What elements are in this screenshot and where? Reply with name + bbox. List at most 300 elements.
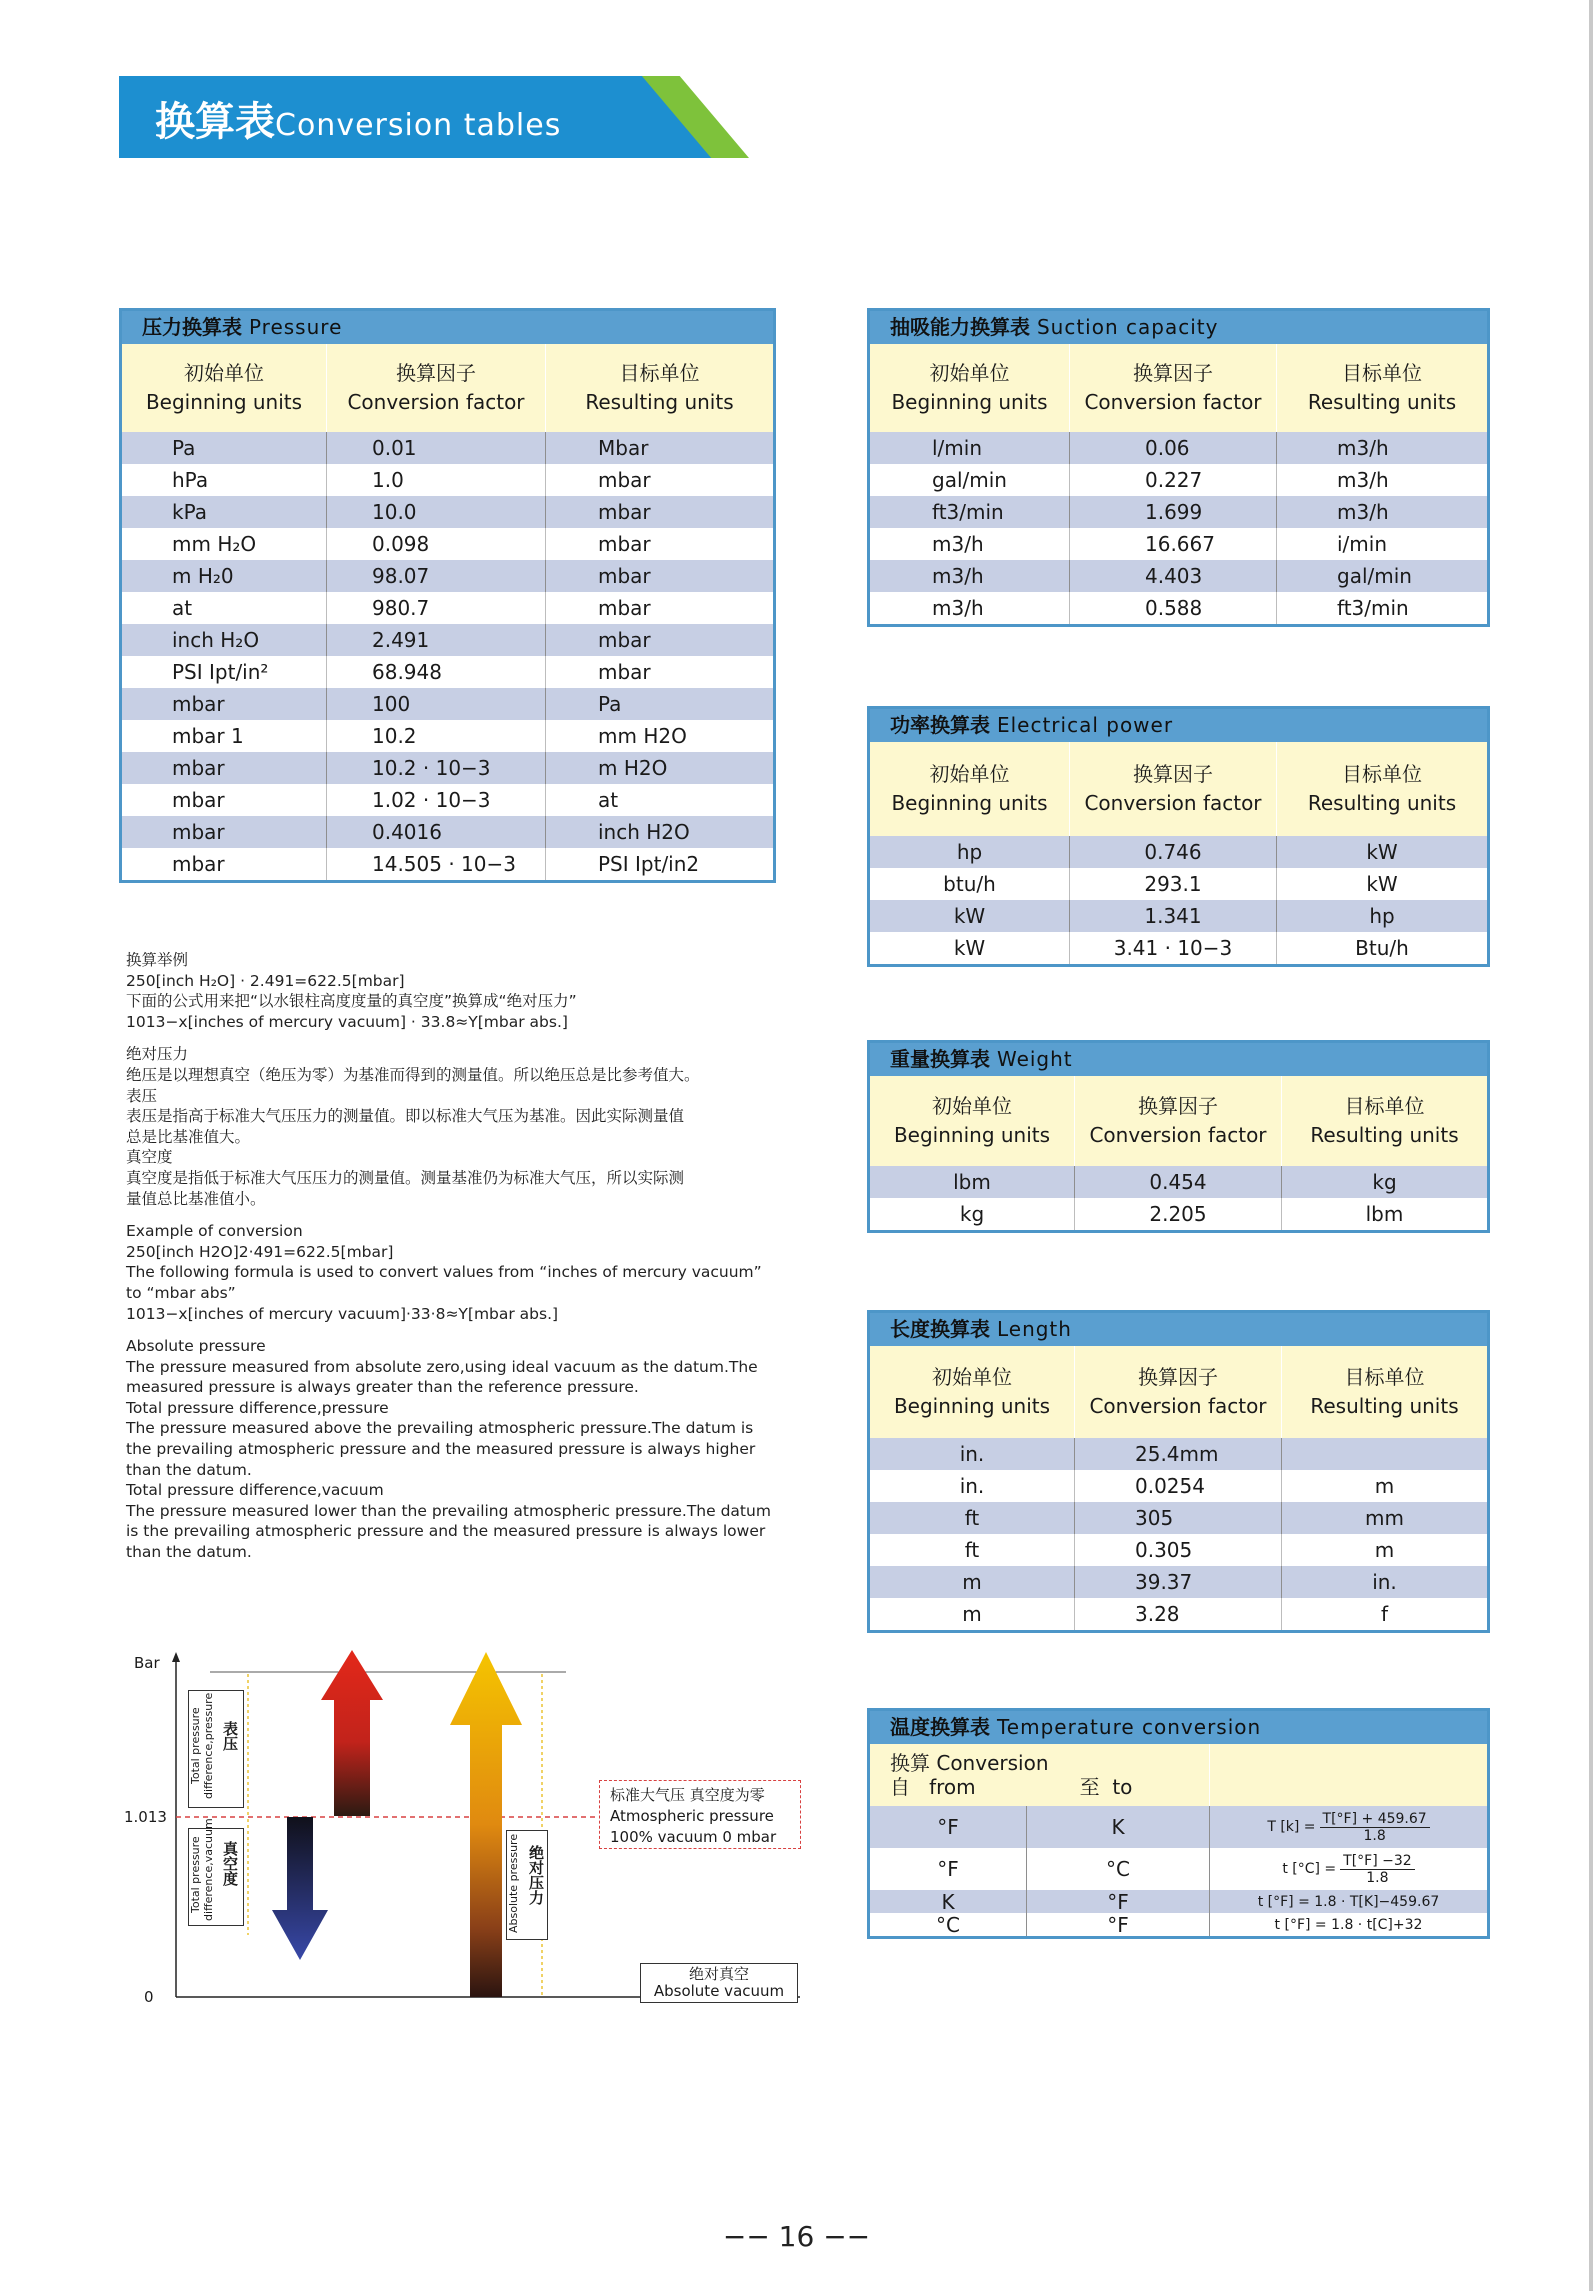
- cell-factor: 98.07: [327, 560, 546, 592]
- header-en: Beginning units: [893, 1394, 1051, 1418]
- table-body: [870, 1438, 1487, 1630]
- page-title-en: Conversion tables: [275, 108, 562, 143]
- table-row: [870, 432, 1487, 464]
- cell-factor: 39.37: [1075, 1566, 1282, 1598]
- cell-resulting: kW: [1366, 872, 1398, 896]
- header-cn: 目标单位: [1342, 762, 1422, 786]
- cell-beginning: gal/min: [870, 464, 1070, 496]
- header-conversion-label: [890, 1751, 1049, 1775]
- table-title: [870, 1711, 1487, 1744]
- text-line: Total pressure difference,pressure: [126, 1398, 389, 1417]
- cell-resulting: mm: [1365, 1506, 1404, 1530]
- table-row: [870, 1890, 1487, 1913]
- text-line: 1013−x[inches of mercury vacuum] · 33.8≈Y[mbar abs.]: [126, 1012, 568, 1031]
- cell-beginning: ft3/min: [870, 496, 1070, 528]
- header-cn: 目标单位: [619, 361, 700, 385]
- formula-numerator: T[°F] + 459.67: [1320, 1811, 1430, 1828]
- header-cn: 目标单位: [1344, 1094, 1425, 1118]
- cell-beginning: in.: [870, 1470, 1075, 1502]
- cell-beginning: mbar: [122, 816, 327, 848]
- cell-resulting: mbar: [598, 660, 651, 684]
- cell-factor: 14.505 · 10−3: [327, 848, 546, 880]
- cell-formula: [1210, 1890, 1487, 1913]
- cell-factor: 2.205: [1075, 1198, 1282, 1230]
- table-title-cn: 重量换算表: [890, 1047, 990, 1071]
- header-conversion: [870, 1744, 1210, 1806]
- cell-resulting: hp: [1369, 904, 1395, 928]
- cell-beginning: mm H₂O: [122, 528, 327, 560]
- pressure-table: [119, 308, 776, 883]
- table-body: [870, 1806, 1487, 1936]
- table-row: [870, 900, 1487, 932]
- table-row: [870, 464, 1487, 496]
- cell-formula: [1210, 1806, 1487, 1848]
- header-to-cn: 至: [1079, 1775, 1100, 1799]
- formula-lhs: t [°C] =: [1282, 1861, 1337, 1877]
- text-line: 真空度是指低于标准大气压压力的测量值。测量基准仍为标准大气压，所以实际测: [126, 1168, 685, 1187]
- cell-beginning: mbar: [122, 784, 327, 816]
- header-cn: 初始单位: [184, 361, 264, 385]
- header-en: Resulting units: [1307, 390, 1457, 414]
- cell-factor: 25.4mm: [1075, 1438, 1282, 1470]
- table-title-cn: 长度换算表: [890, 1317, 990, 1341]
- y-tick-1013: 1.013: [124, 1808, 167, 1826]
- text-line: Total pressure difference,vacuum: [126, 1481, 384, 1500]
- table-body: [870, 432, 1487, 624]
- gauge-pressure-label-cn: 表压: [221, 1721, 239, 1751]
- cell-factor: 293.1: [1070, 868, 1277, 900]
- vacuum-label: [188, 1818, 244, 1926]
- cell-resulting: m: [1374, 1538, 1395, 1562]
- table-row: [122, 784, 773, 816]
- table-row: [122, 592, 773, 624]
- table-row: [870, 1913, 1487, 1936]
- cell-resulting: in.: [1372, 1570, 1397, 1594]
- table-title: [122, 311, 773, 344]
- header-from-to: [890, 1775, 1132, 1799]
- table-row: [870, 1470, 1487, 1502]
- cell-beginning: mbar 1: [122, 720, 327, 752]
- cell-resulting: mm H2O: [598, 724, 687, 748]
- cell-from: °F: [870, 1848, 1027, 1890]
- table-row: [122, 816, 773, 848]
- cell-factor: 1.0: [327, 464, 546, 496]
- table-row: [122, 688, 773, 720]
- vacuum-label-en: Total pressure difference,vacuum: [189, 1818, 215, 1921]
- table-row: [122, 528, 773, 560]
- table-title-en: Suction capacity: [1036, 315, 1219, 339]
- cell-resulting: mbar: [598, 596, 651, 620]
- cell-beginning: m: [870, 1566, 1075, 1598]
- table-row: [870, 1166, 1487, 1198]
- text-line: 换算举例: [126, 951, 189, 969]
- formula-text: t [°F] = 1.8 · T[K]−459.67: [1257, 1893, 1440, 1910]
- header-beginning-units: [870, 1346, 1075, 1438]
- cell-resulting: at: [598, 788, 619, 812]
- absolute-vacuum-callout-cn: 绝对真空: [688, 1965, 749, 1983]
- cell-resulting: inch H2O: [598, 820, 690, 844]
- table-row: [870, 1566, 1487, 1598]
- cell-factor: 3.28: [1075, 1598, 1282, 1630]
- header-en: Conversion factor: [1089, 1123, 1267, 1147]
- cell-beginning: m3/h: [870, 592, 1070, 624]
- cell-resulting: Btu/h: [1355, 936, 1409, 960]
- cell-beginning: ft: [870, 1534, 1075, 1566]
- y-axis-arrowhead: [172, 1652, 180, 1662]
- cell-beginning: inch H₂O: [122, 624, 327, 656]
- spacer: [126, 1032, 786, 1044]
- cell-beginning: in.: [870, 1438, 1075, 1470]
- formula-numerator: T[°F] −32: [1340, 1853, 1415, 1870]
- cell-factor: 0.06: [1070, 432, 1277, 464]
- header-resulting-units: [1282, 1346, 1487, 1438]
- cell-resulting: f: [1380, 1602, 1389, 1626]
- header-from-cn: 自: [890, 1775, 910, 1799]
- cell-resulting: i/min: [1337, 532, 1388, 556]
- cell-factor: 10.0: [327, 496, 546, 528]
- pressure-definitions-en: [126, 1336, 786, 1563]
- cell-from: °C: [870, 1913, 1027, 1936]
- cell-resulting: mbar: [598, 564, 651, 588]
- example-en: [126, 1221, 786, 1324]
- cell-factor: 4.403: [1070, 560, 1277, 592]
- header-cn: 换算因子: [1133, 762, 1213, 786]
- table-title-en: Length: [996, 1317, 1072, 1341]
- text-line: Absolute pressure: [126, 1337, 266, 1356]
- cell-beginning: lbm: [870, 1166, 1075, 1198]
- cell-to: K: [1027, 1806, 1210, 1848]
- absolute-pressure-arrow: [450, 1652, 522, 1997]
- text-line: measured pressure is always greater than the reference pressure.: [126, 1378, 639, 1397]
- text-line: 绝压是以理想真空（绝压为零）为基准而得到的测量值。所以绝压总是比参考值大。: [126, 1065, 700, 1084]
- cell-factor: 0.305: [1075, 1534, 1282, 1566]
- text-line: 表压: [126, 1086, 158, 1105]
- table-title-cn: 压力换算表: [142, 315, 242, 339]
- header-conversion-factor: [1075, 1076, 1282, 1166]
- header-formula: [1210, 1744, 1487, 1806]
- atmospheric-callout-cn: 标准大气压 真空度为零: [610, 1786, 765, 1804]
- cell-resulting: m: [1374, 1474, 1395, 1498]
- section-banner: [119, 76, 749, 158]
- table-row: [870, 932, 1487, 964]
- cell-resulting: m3/h: [1337, 500, 1389, 524]
- header-cn: 初始单位: [929, 762, 1010, 786]
- y-axis-label: Bar: [134, 1654, 160, 1672]
- table-row: [870, 1848, 1487, 1890]
- table-row: [870, 868, 1487, 900]
- cell-factor: 1.699: [1070, 496, 1277, 528]
- table-row: [870, 592, 1487, 624]
- cell-beginning: kW: [870, 932, 1070, 964]
- text-line: 下面的公式用来把“以水银柱高度度量的真空度”换算成“绝对压力”: [126, 992, 577, 1011]
- table-row: [870, 1598, 1487, 1630]
- header-cn: 初始单位: [932, 1365, 1012, 1389]
- cell-beginning: mbar: [122, 848, 327, 880]
- header-beginning-units: [870, 1076, 1075, 1166]
- header-en: Resulting units: [1310, 1123, 1459, 1147]
- text-line: is the prevailing atmospheric pressure and the measured pressure is always lower: [126, 1522, 766, 1541]
- text-line: the prevailing atmospheric pressure and the measured pressure is always higher: [126, 1440, 756, 1459]
- cell-factor: 10.2 · 10−3: [327, 752, 546, 784]
- gauge-pressure-label: [188, 1690, 244, 1808]
- header-en: Conversion: [936, 1751, 1049, 1775]
- cell-factor: 305: [1075, 1502, 1282, 1534]
- absolute-vacuum-callout: [640, 1963, 798, 2003]
- table-row: [870, 560, 1487, 592]
- cell-beginning: mbar: [122, 688, 327, 720]
- header-cn: 目标单位: [1342, 361, 1422, 385]
- cell-resulting: ft3/min: [1337, 596, 1409, 620]
- table-row: [870, 528, 1487, 560]
- text-line: 总是比基准值大。: [126, 1127, 251, 1146]
- cell-beginning: ft: [870, 1502, 1075, 1534]
- text-line: 250[inch H2O]2·491=622.5[mbar]: [126, 1242, 394, 1261]
- header-conversion-factor: [1070, 742, 1277, 836]
- cell-factor: 0.0254: [1075, 1470, 1282, 1502]
- header-en: Resulting units: [1307, 791, 1457, 815]
- electrical-power-table: [867, 706, 1490, 967]
- cell-factor: 100: [327, 688, 546, 720]
- header-en: Conversion factor: [1084, 791, 1262, 815]
- cell-resulting: Mbar: [598, 436, 649, 460]
- cell-resulting: [1282, 1438, 1487, 1470]
- header-en: Beginning units: [891, 390, 1048, 414]
- header-conversion-factor: [1075, 1346, 1282, 1438]
- cell-factor: 1.341: [1070, 900, 1277, 932]
- cell-beginning: mbar: [122, 752, 327, 784]
- table-row: [122, 656, 773, 688]
- formula-fraction: [1340, 1853, 1415, 1886]
- text-line: 表压是指高于标准大气压压力的测量值。即以标准大气压为基准。因此实际测量值: [126, 1107, 685, 1126]
- text-line: 量值总比基准值小。: [126, 1189, 266, 1208]
- table-header: [870, 344, 1487, 432]
- header-beginning-units: [870, 344, 1070, 432]
- cell-resulting: m3/h: [1337, 468, 1389, 492]
- weight-table: [867, 1040, 1490, 1233]
- table-row: [122, 464, 773, 496]
- cell-resulting: gal/min: [1337, 564, 1412, 588]
- cell-from: K: [870, 1890, 1027, 1913]
- cell-beginning: m3/h: [870, 528, 1070, 560]
- spacer: [126, 1324, 786, 1336]
- header-resulting-units: [546, 344, 773, 432]
- cell-formula: [1210, 1848, 1487, 1890]
- absolute-pressure-label-cn: 绝对压力: [527, 1845, 545, 1905]
- cell-resulting: kg: [1372, 1170, 1397, 1194]
- atmospheric-callout: [599, 1780, 801, 1849]
- cell-resulting: PSI Ipt/in2: [598, 852, 700, 876]
- table-title-cn: 温度换算表: [890, 1715, 990, 1739]
- header-from-en: from: [929, 1775, 976, 1799]
- gauge-pressure-label-en: Total pressure difference,pressure: [189, 1692, 215, 1800]
- table-row: [122, 848, 773, 880]
- absolute-pressure-label: [506, 1830, 548, 1940]
- cell-factor: 68.948: [327, 656, 546, 688]
- vacuum-arrow: [272, 1817, 328, 1960]
- cell-beginning: hPa: [122, 464, 327, 496]
- cell-resulting: kW: [1366, 840, 1398, 864]
- absolute-pressure-label-en: Absolute pressure: [507, 1833, 520, 1933]
- cell-beginning: Pa: [122, 432, 327, 464]
- header-cn: 换算因子: [1138, 1365, 1218, 1389]
- header-cn: 换算因子: [1138, 1094, 1218, 1118]
- formula-text: t [°F] = 1.8 · t[C]+32: [1274, 1916, 1423, 1933]
- page-title: [155, 90, 561, 147]
- page-title-cn: 换算表: [155, 99, 275, 145]
- header-cn: 换算因子: [1133, 361, 1213, 385]
- text-line: Example of conversion: [126, 1222, 303, 1241]
- cell-resulting: mbar: [598, 468, 651, 492]
- y-tick-0: 0: [144, 1988, 154, 2006]
- table-header: [870, 1744, 1487, 1806]
- table-row: [870, 1198, 1487, 1230]
- cell-resulting: lbm: [1365, 1202, 1404, 1226]
- table-title: [870, 1043, 1487, 1076]
- pressure-definitions-cn: [126, 1044, 786, 1209]
- table-row: [870, 1806, 1487, 1848]
- temperature-table: [867, 1708, 1490, 1939]
- formula-fraction: [1320, 1811, 1430, 1844]
- table-row: [870, 1502, 1487, 1534]
- table-title-en: Temperature conversion: [996, 1715, 1262, 1739]
- formula-denominator: 1.8: [1366, 1869, 1389, 1886]
- table-row: [870, 1534, 1487, 1566]
- atmospheric-callout-en1: Atmospheric pressure: [610, 1807, 774, 1825]
- cell-to: °F: [1027, 1913, 1210, 1936]
- formula-lhs: T [k] =: [1267, 1819, 1316, 1835]
- text-line: The pressure measured above the prevailing atmospheric pressure.The datum is: [126, 1419, 754, 1438]
- cell-resulting: Pa: [598, 692, 622, 716]
- cell-factor: 16.667: [1070, 528, 1277, 560]
- table-row: [122, 720, 773, 752]
- table-title-en: Pressure: [248, 315, 343, 339]
- header-beginning-units: [122, 344, 327, 432]
- cell-resulting: mbar: [598, 532, 651, 556]
- page-number: −− 16 −−: [722, 2220, 871, 2253]
- table-body: [122, 432, 773, 880]
- text-line: The pressure measured from absolute zero,using ideal vacuum as the datum.The: [126, 1357, 758, 1376]
- header-en: Beginning units: [145, 390, 303, 414]
- absolute-vacuum-callout-en: Absolute vacuum: [653, 1982, 785, 2000]
- cell-factor: 0.4016: [327, 816, 546, 848]
- table-title-en: Weight: [996, 1047, 1073, 1071]
- cell-factor: 0.227: [1070, 464, 1277, 496]
- cell-factor: 0.454: [1075, 1166, 1282, 1198]
- cell-factor: 0.098: [327, 528, 546, 560]
- cell-resulting: mbar: [598, 500, 651, 524]
- cell-resulting: mbar: [598, 628, 651, 652]
- cell-beginning: at: [122, 592, 327, 624]
- table-title-cn: 抽吸能力换算表: [890, 315, 1030, 339]
- table-title-en: Electrical power: [996, 713, 1174, 737]
- header-conversion-factor: [1070, 344, 1277, 432]
- formula-denominator: 1.8: [1363, 1827, 1386, 1844]
- cell-factor: 1.02 · 10−3: [327, 784, 546, 816]
- cell-factor: 10.2: [327, 720, 546, 752]
- table-row: [122, 624, 773, 656]
- pressure-diagram: [100, 1640, 820, 2010]
- cell-resulting: m H2O: [598, 756, 668, 780]
- table-title-cn: 功率换算表: [890, 713, 990, 737]
- table-header: [870, 742, 1487, 836]
- cell-factor: 2.491: [327, 624, 546, 656]
- table-title: [870, 709, 1487, 742]
- cell-from: °F: [870, 1806, 1027, 1848]
- cell-beginning: m H₂0: [122, 560, 327, 592]
- text-line: than the datum.: [126, 1460, 252, 1479]
- header-en: Resulting units: [585, 390, 734, 414]
- header-beginning-units: [870, 742, 1070, 836]
- spacer: [126, 1209, 786, 1221]
- cell-to: °F: [1027, 1890, 1210, 1913]
- header-resulting-units: [1277, 742, 1487, 836]
- header-resulting-units: [1282, 1076, 1487, 1166]
- table-row: [870, 496, 1487, 528]
- cell-beginning: m3/h: [870, 560, 1070, 592]
- table-header: [870, 1076, 1487, 1166]
- table-title: [870, 311, 1487, 344]
- header-cn: 换算因子: [396, 361, 476, 385]
- header-conversion-factor: [327, 344, 546, 432]
- cell-beginning: kg: [870, 1198, 1075, 1230]
- header-en: Resulting units: [1310, 1394, 1459, 1418]
- cell-to: °C: [1027, 1848, 1210, 1890]
- cell-factor: 3.41 · 10−3: [1070, 932, 1277, 964]
- table-header: [870, 1346, 1487, 1438]
- cell-beginning: kW: [870, 900, 1070, 932]
- cell-beginning: hp: [870, 836, 1070, 868]
- header-en: Conversion factor: [1089, 1394, 1267, 1418]
- header-en: Beginning units: [891, 791, 1048, 815]
- atmospheric-callout-en2: 100% vacuum 0 mbar: [610, 1828, 777, 1846]
- table-header: [122, 344, 773, 432]
- header-en: Beginning units: [893, 1123, 1051, 1147]
- table-row: [122, 496, 773, 528]
- length-table: [867, 1310, 1490, 1633]
- cell-factor: 980.7: [327, 592, 546, 624]
- cell-beginning: btu/h: [870, 868, 1070, 900]
- text-line: The following formula is used to convert values from “inches of mercury vacuum”: [126, 1263, 762, 1282]
- table-row: [122, 432, 773, 464]
- header-en: Conversion factor: [1084, 390, 1262, 414]
- cell-factor: 0.588: [1070, 592, 1277, 624]
- cell-factor: 0.746: [1070, 836, 1277, 868]
- header-to-en: to: [1112, 1775, 1133, 1799]
- cell-resulting: m3/h: [1337, 436, 1389, 460]
- text-line: 1013−x[inches of mercury vacuum]·33·8≈Y[mbar abs.]: [126, 1304, 559, 1323]
- cell-beginning: l/min: [870, 432, 1070, 464]
- header-cn: 目标单位: [1344, 1365, 1425, 1389]
- text-line: 250[inch H₂O] · 2.491=622.5[mbar]: [126, 971, 405, 990]
- header-cn: 换算: [890, 1751, 930, 1775]
- cell-factor: 0.01: [327, 432, 546, 464]
- notes-block: [126, 950, 786, 1563]
- header-en: Conversion factor: [347, 390, 525, 414]
- text-line: to “mbar abs”: [126, 1283, 236, 1302]
- table-row: [870, 836, 1487, 868]
- cell-formula: [1210, 1913, 1487, 1936]
- header-cn: 初始单位: [929, 361, 1010, 385]
- table-row: [122, 560, 773, 592]
- table-title: [870, 1313, 1487, 1346]
- suction-capacity-table: [867, 308, 1490, 627]
- text-line: 真空度: [126, 1148, 173, 1167]
- vacuum-label-cn: 真空度: [221, 1841, 239, 1886]
- cell-beginning: kPa: [122, 496, 327, 528]
- table-row: [122, 752, 773, 784]
- text-line: 绝对压力: [126, 1045, 189, 1064]
- table-row: [870, 1438, 1487, 1470]
